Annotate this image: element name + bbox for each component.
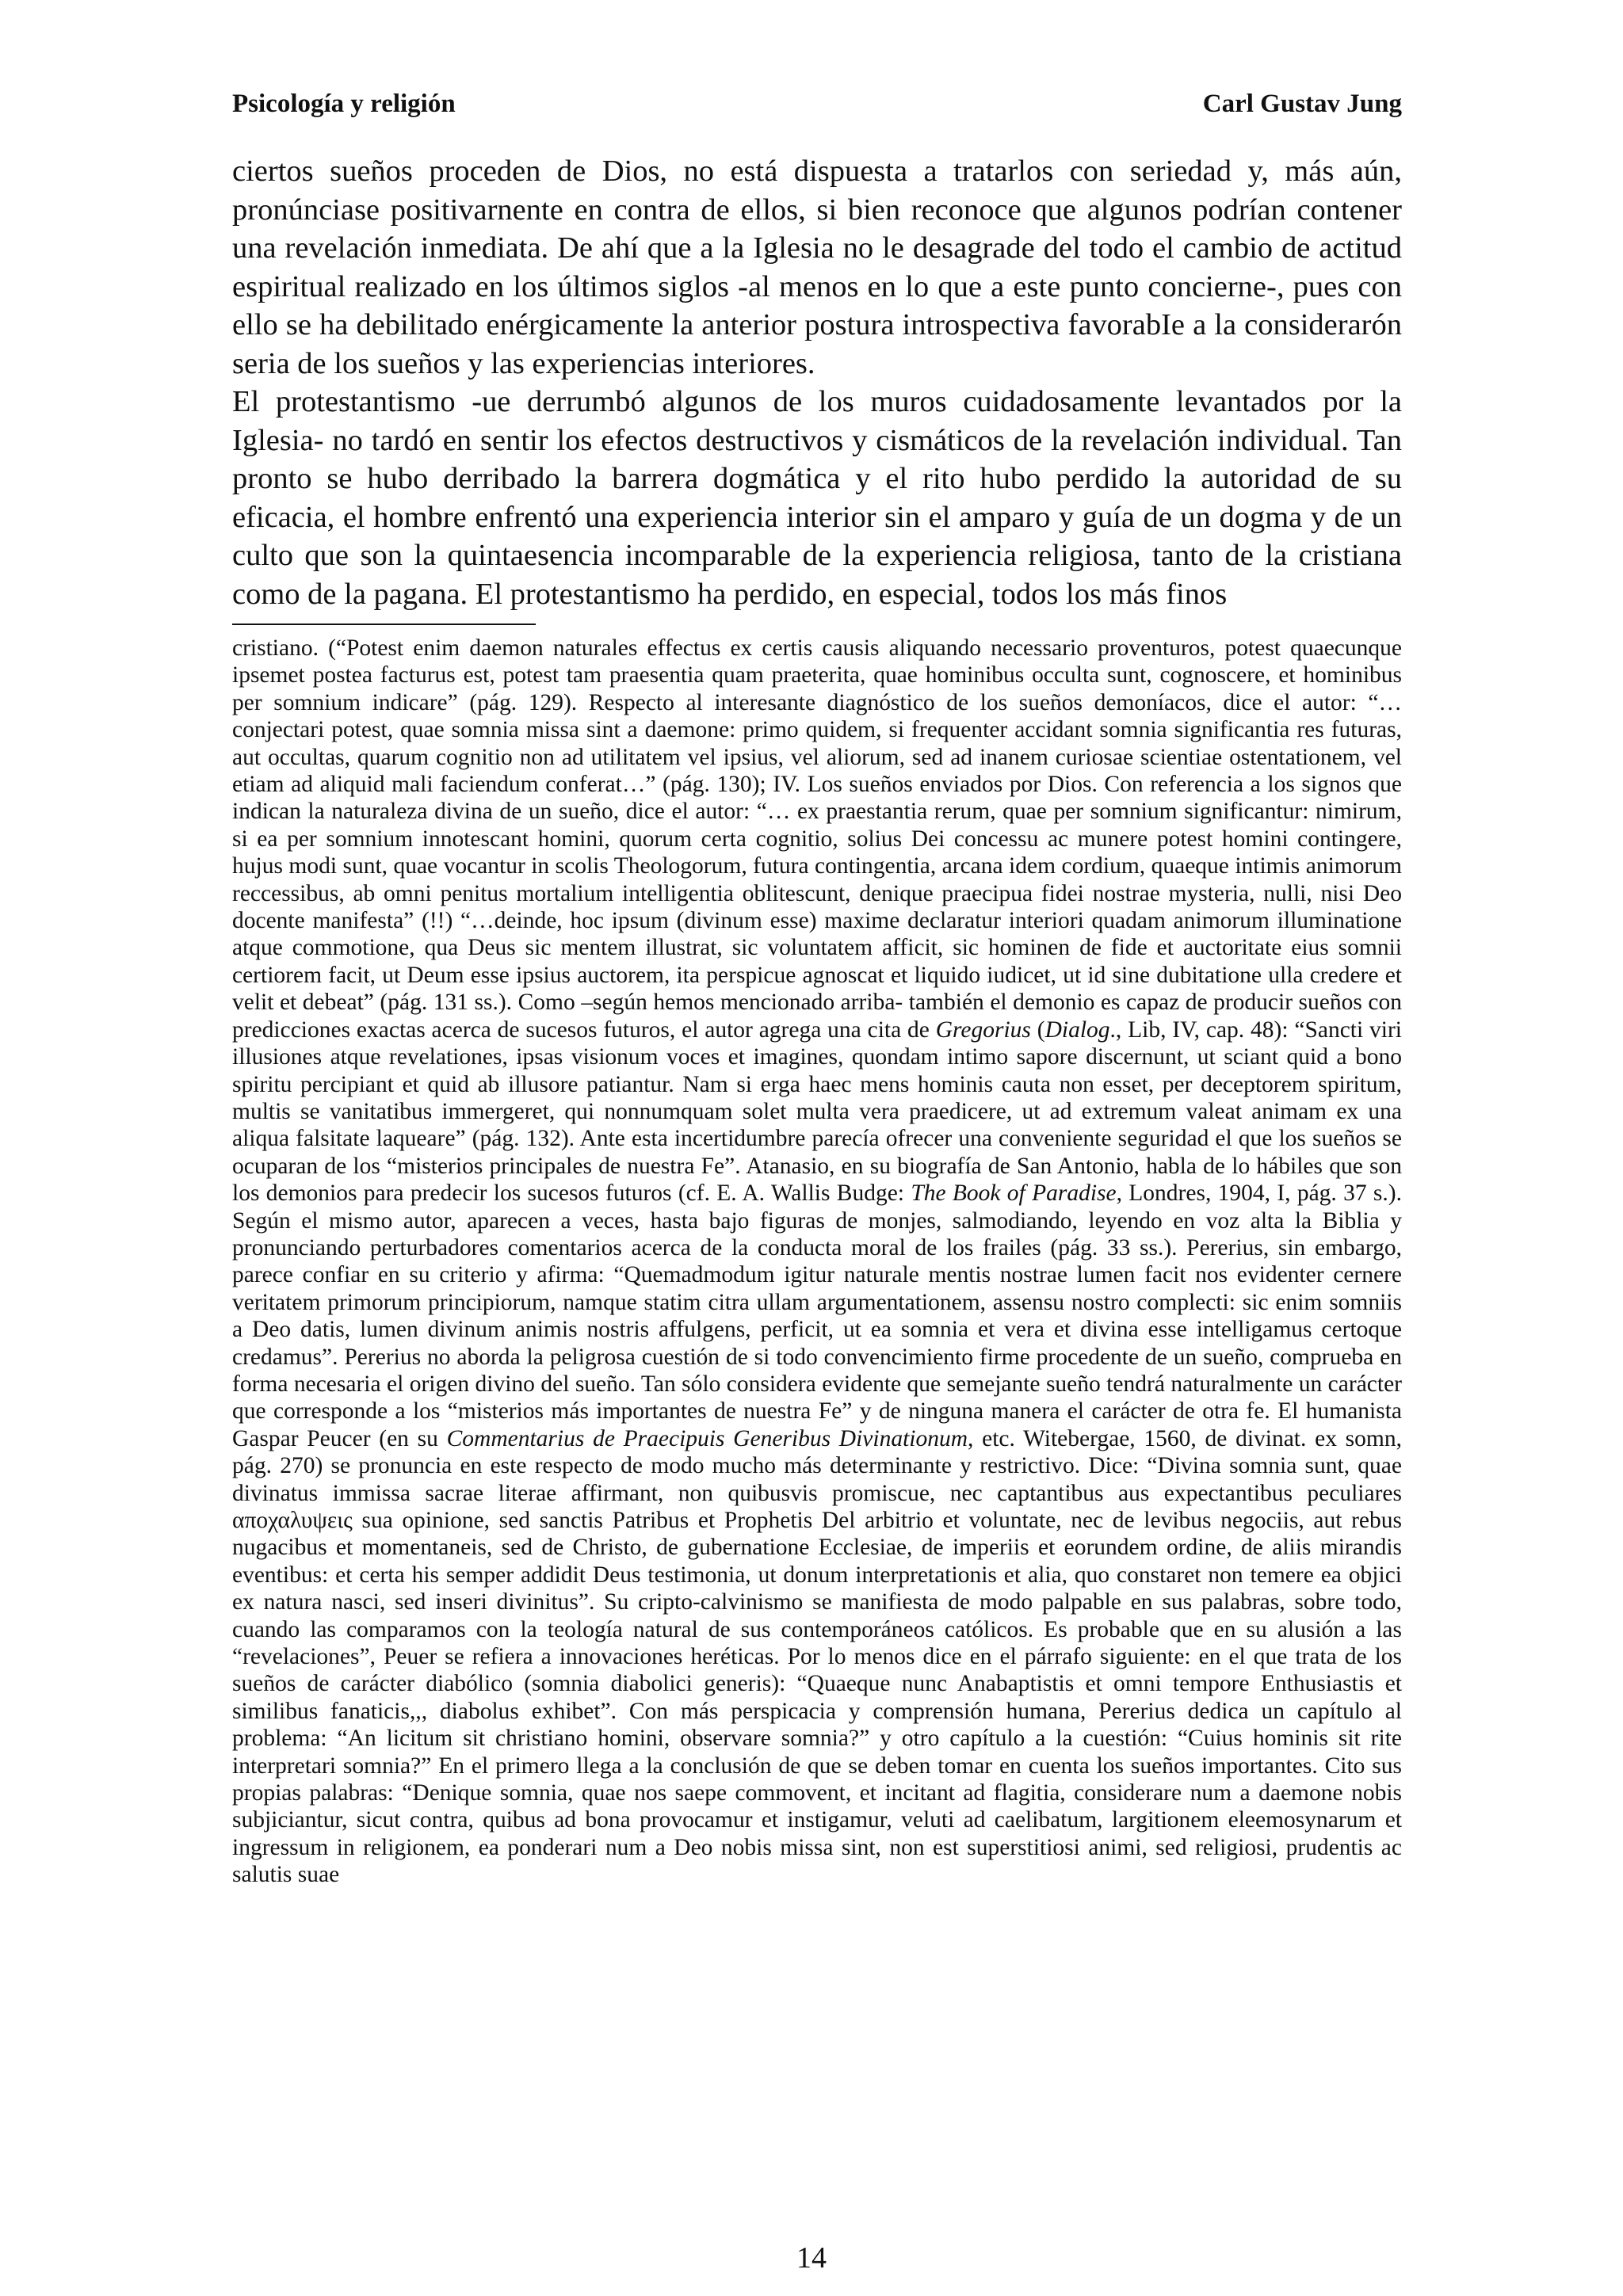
footnote-separator [232,624,536,625]
footnote-italic-author: Gregorius [935,1016,1031,1043]
footnote-text: ( [1030,1016,1045,1043]
footnote-block [232,635,1402,1889]
body-paragraph: ciertos sueños proceden de Dios, no está dispuesta a tratarlos con seriedad y, más aún, pronúnciase positivarnente en contra de ellos, si bien reconoce que algunos podrían contener una revelación inmediata. De ahí que a la Iglesia no le desagrade del todo el cambio de actitud espiritual realizado en los últimos siglos -al menos en lo que a este punto concierne-, pues con ello se ha debilitado enérgicamente la anterior postura introspectiva favorabIe a la considerarón seria de los sueños y las experiencias interiores. [232,154,1402,380]
footnote-italic-work: Dialog [1044,1016,1110,1043]
running-header [232,84,1402,124]
footnote-paragraph [232,635,1402,1889]
footnote-text: cristiano. (“Potest enim daemon naturales effectus ex certis causis aliquando necessario proventuros, potest quaecunque ipsemet postea facturus est, potest tam praesentia quam praeterita, quae hominibus occulta sunt, cognoscere, et hominibus per somnium indicare” (pág. 129). Respecto al interesante diagnóstico de los sueños demoníacos, dice el autor: “… conjectari potest, quae somnia missa sint a daemone: primo quidem, si frequenter accidant somnia significantia res futuras, aut occultas, quarum cognitio non ad utilitatem vel ipsius, vel aliorum, sed ad inanem curiosae scientiae ostentationem, vel etiam ad aliquid mali faciendum conferat…” (pág. 130); IV. Los sueños enviados por Dios. Con referencia a los signos que indican la naturaleza divina de un sueño, dice el autor: “… ex praestantia rerum, quae per somnium significantur: nimirum, si ea per somnium innotescant homini, quorum certa cognitio, solius Dei concessu ac munere potest homini contingere, hujus modi sunt, quae vocantur in scolis Theologorum, futura contingentia, arcana idem cordium, quaeque intimis animorum reccessibus, ab omni penitus mortalium intelligentia oblitescunt, denique praecipua fidei nostrae mysteria, nulli, nisi Deo docente manifesta” (!!) “…deinde, hoc ipsum (divinum esse) maxime declaratur interiori quadam animorum illuminatione atque commotione, qua Deus sic mentem illustrat, sic voluntatem afficit, sic hominen de fide et auctoritate eius somnii certiorem facit, ut Deum esse ipsius auctorem, ita perspicue agnoscat et liquido iudicet, ut id sine dubitatione ulla credere et velit et debeat” (pág. 131 ss.). Como –según hemos mencionado arriba- también el demonio es capaz de producir sueños con predicciones exactas acerca de sucesos futuros, el autor agrega una cita de [232,635,1402,1043]
footnote-italic-book-title: The Book of Paradise [911,1180,1117,1207]
page-number: 14 [796,2241,827,2275]
footnote-italic-book-title: Commentarius de Praecipuis Generibus Divinationum [446,1425,968,1451]
header-author: Carl Gustav Jung [1202,89,1402,118]
body-paragraph: El protestantismo -ue derrumbó algunos de los muros cuidadosamente levantados por la Iglesia- no tardó en sentir los efectos destructivos y cismáticos de la revelación individual. Tan pronto se hubo derribado la barrera dogmática y el rito hubo perdido la autoridad de su eficacia, el hombre enfrentó una experiencia interior sin el amparo y guía de un dogma y de un culto que son la quintaesencia incomparable de la experiencia religiosa, tanto de la cristiana como de la pagana. El protestantismo ha perdido, en especial, todos los más finos [232,385,1402,611]
footnote-text: , Londres, 1904, I, pág. 37 s.). Según el mismo autor, aparecen a veces, hasta bajo figuras de monjes, salmodiando, leyendo en voz alta la Biblia y pronunciando perturbadores comentarios acerca de la conducta moral de los frailes (pág. 33 ss.). Pererius, sin embargo, parece confiar en su criterio y afirma: “Quemadmodum igitur naturale mentis nostrae lumen facit nos evidenter cernere veritatem primorum principiorum, namque statim citra ullam argumentationem, assensu nostro complecti: sic enim somniis a Deo datis, lumen divinum animis nostris affulgens, perficit, ut ea somnia et vera et divina esse intelligamus certoque credamus”. Pererius no aborda la peligrosa cuestión de si todo convencimiento firme procedente de un sueño, comprueba en forma necesaria el origen divino del sueño. Tan sólo considera evidente que semejante sueño tendrá naturalmente un carácter que corresponde a los “misterios más importantes de nuestra Fe” y de ninguna manera el carácter de otra fe. El humanista Gaspar Peucer (en su [232,1180,1402,1451]
body-text [232,152,1402,613]
header-book-title: Psicología y religión [232,89,456,118]
footnote-text: ., Lib, IV, cap. 48): “Sancti viri illusiones atque revelationes, ipsas visionum voces et imagines, quondam intimo sapore discernunt, ut sciant quid a bono spiritu percipiant et quid ab illusore patiantur. Nam si erga haec mens hominis cauta non esset, per deceptorem spiritum, multis se vanitatibus immergeret, qui nonnumquam solet multa vera praedicere, ut ad extremum valeat animam ex una aliqua falsitate laqueare” (pág. 132). Ante esta incertidumbre parecía ofrecer una conveniente seguridad el que los sueños se ocuparan de los “misterios principales de nuestra Fe”. Atanasio, en su biografía de San Antonio, habla de lo hábiles que son los demonios para predecir los sucesos futuros (cf. E. A. Wallis Budge: [232,1016,1402,1207]
footnote-text: , etc. Witebergae, 1560, de divinat. ex somn, pág. 270) se pronuncia en este respecto de modo mucho más determinante y restrictivo. Dice: “Divina somnia sunt, quae divinatus immissa sacrae literae affirmant, non quibusvis promiscue, nec captantibus aus expectantibus peculiares αποχαλυψεις sua opinione, sed sanctis Patribus et Prophetis Del arbitrio et voluntate, nec de levibus negociis, aut rebus nugacibus et momentaneis, sed de Christo, de gubernatione Ecclesiae, de imperiis et eorundem ordine, de aliis mirandis eventibus: et certa his semper addidit Deus testimonia, ut donum interpretationis et alia, quo constaret non temere ea objici ex natura nasci, sed inseri divinitus”. Su cripto-calvinismo se manifiesta de modo palpable en sus palabras, sobre todo, cuando las comparamos con la teología natural de sus contemporáneos católicos. Es probable que en su alusión a las “revelaciones”, Peuer se refiera a innovaciones heréticas. Por lo menos dice en el párrafo siguiente: en el que trata de los sueños de carácter diabólico (somnia diabolici generis): “Quaeque nunc Anabaptistis et omni tempore Enthusiastis et similibus fanaticis,,, diabolus exhibet”. Con más perspicacia y comprensión humana, Pererius dedica un capítulo al problema: “An licitum sit christiano homini, observare somnia?” y otro capítulo a la cuestión: “Cuius hominis sit rite interpretari somnia?” En el primero llega a la conclusión de que se deben tomar en cuenta los sueños importantes. Cito sus propias palabras: “Denique somnia, quae nos saepe commovent, et incitant ad flagitia, considerare num a daemone nobis subjiciantur, sicut contra, quibus ad bona provocamur et instigamur, veluti ad caelibatum, largitionem eleemosynarum et ingressum in religionem, ea ponderari num a Deo nobis missa sint, non est superstitiosi animi, sed religiosi, prudentis ac salutis suae [232,1425,1402,1888]
